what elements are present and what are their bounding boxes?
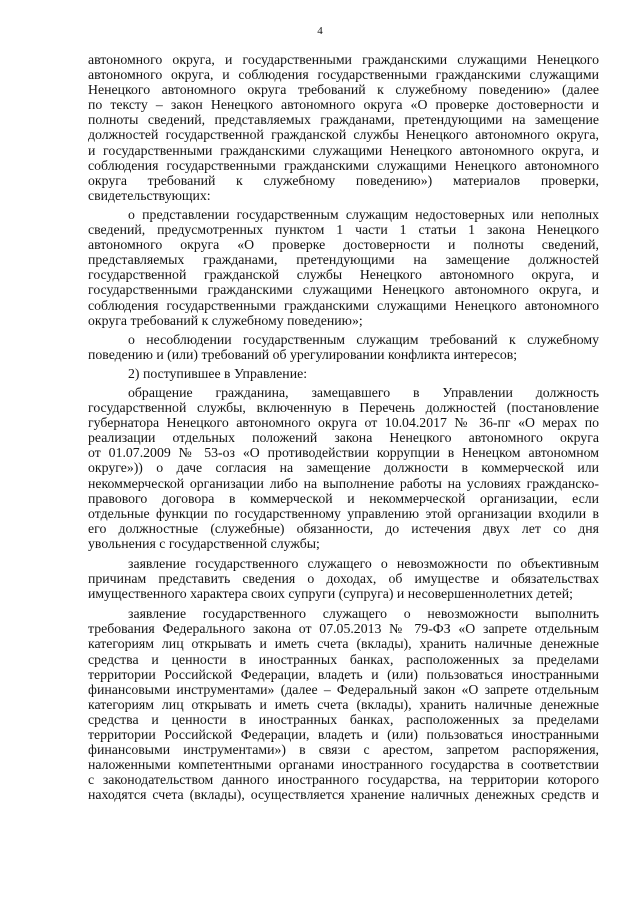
text-line: государственной службы, включенную в Перечень должностей (постановление bbox=[88, 400, 599, 416]
text-line: заявление государственного служащего о невозможности выполнить bbox=[128, 606, 599, 622]
text-line: свидетельствующих: bbox=[88, 187, 211, 203]
text-line: должностей государственной гражданской службы Ненецкого автономного округа, bbox=[88, 127, 599, 143]
paragraph bbox=[88, 366, 599, 381]
text-line: от 01.07.2009 № 53-оз «О противодействии коррупции в Ненецком автономном bbox=[88, 445, 599, 461]
text-line: некоммерческой организации либо на выполнение работы на условиях гражданско- bbox=[88, 475, 599, 491]
text-line: округе»)) о даче согласия на замещение должности в коммерческой или bbox=[88, 460, 599, 476]
paragraph bbox=[88, 385, 599, 551]
text-line: соблюдения государственными гражданскими служащими Ненецкого автономного bbox=[88, 297, 599, 313]
text-line: с законодательством данного иностранного государства, на территории которого bbox=[88, 772, 599, 788]
paragraph bbox=[88, 606, 599, 802]
text-line: округа требований к служебному поведению»; bbox=[88, 312, 363, 328]
text-line: государственными гражданскими служащими Ненецкого автономного округа, и bbox=[88, 282, 599, 298]
text-line: заявление государственного служащего о невозможности по объективным bbox=[128, 556, 599, 571]
text-line: о несоблюдении государственным служащим требований к служебному bbox=[128, 331, 599, 347]
text-line: 2) поступившее в Управление: bbox=[128, 365, 308, 381]
text-line: финансовыми инструментами») в связи с арестом, запретом распоряжения, bbox=[88, 742, 599, 758]
text-line: находятся счета (вклады), осуществляется хранение наличных денежных средств и bbox=[88, 787, 599, 803]
text-line: обращение гражданина, замещавшего в Управлении должность bbox=[128, 384, 599, 400]
text-line: поведению и (или) требований об урегулировании конфликта интересов; bbox=[88, 346, 518, 362]
text-line: автономного округа «О проверке достоверности и полноты сведений, bbox=[88, 237, 599, 253]
text-line: требования Федерального закона от 07.05.2013 № 79-ФЗ «О запрете отдельным bbox=[88, 621, 599, 637]
text-line: автономного округа, и государственными гражданскими служащими Ненецкого bbox=[88, 52, 599, 67]
text-line: территории Российской Федерации, владеть и (или) пользоваться иностранными bbox=[88, 666, 599, 682]
text-line: имущественного характера своих супруги (супруга) и несовершеннолетних детей; bbox=[88, 586, 573, 602]
text-line: категориям лиц открывать и иметь счета (вклады), хранить наличные денежные bbox=[88, 696, 599, 712]
text-line: Ненецкого автономного округа требований к служебному поведению» (далее bbox=[88, 82, 599, 98]
paragraph bbox=[88, 207, 599, 328]
text-line: увольнения с государственной службы; bbox=[88, 535, 320, 551]
text-line: губернатора Ненецкого автономного округа от 10.04.2017 № 36-пг «О мерах по bbox=[88, 415, 599, 431]
text-line: сведений, предусмотренных пунктом 1 части 1 статьи 1 закона Ненецкого bbox=[88, 222, 599, 238]
paragraph bbox=[88, 52, 599, 203]
text-line: средства и ценности в иностранных банках, расположенных за пределами bbox=[88, 711, 599, 727]
text-line: о представлении государственным служащим недостоверных или неполных bbox=[128, 206, 599, 222]
text-line: правового договора в коммерческой и некоммерческой организации, если bbox=[88, 490, 599, 506]
text-line: государственной гражданской службы Ненецкого автономного округа, и bbox=[88, 267, 599, 283]
text-line: его должностные (служебные) обязанности, до истечения двух лет со дня bbox=[88, 520, 599, 536]
text-line: реализации отдельных положений закона Ненецкого автономного округа bbox=[88, 430, 599, 446]
text-line: средства и ценности в иностранных банках, расположенных за пределами bbox=[88, 651, 599, 667]
text-line: округа требований к служебному поведению») материалов проверки, bbox=[88, 172, 599, 188]
text-line: отдельные функции по государственному управлению этой организации входили в bbox=[88, 505, 599, 521]
paragraph bbox=[88, 332, 599, 362]
text-line: территории Российской Федерации, владеть и (или) пользоваться иностранными bbox=[88, 727, 599, 743]
text-line: причинам представить сведения о доходах, об имуществе и обязательствах bbox=[88, 571, 599, 587]
document-body bbox=[88, 52, 599, 803]
text-line: наложенными компетентными органами иностранного государства в соответствии bbox=[88, 757, 599, 773]
page-number: 4 bbox=[317, 25, 323, 37]
paragraph bbox=[88, 556, 599, 601]
text-line: полноты сведений, представляемых гражданами, претендующими на замещение bbox=[88, 112, 599, 128]
text-line: автономного округа, и соблюдения государственными гражданскими служащими bbox=[88, 67, 599, 83]
text-line: и государственными гражданскими служащими Ненецкого автономного округа, и bbox=[88, 142, 599, 158]
text-line: финансовыми инструментами» (далее – Федеральный закон «О запрете отдельным bbox=[88, 681, 599, 697]
text-line: категориям лиц открывать и иметь счета (вклады), хранить наличные денежные bbox=[88, 636, 599, 652]
text-line: представляемых гражданами, претендующими на замещение должностей bbox=[88, 252, 599, 268]
text-line: соблюдения государственными гражданскими служащими Ненецкого автономного bbox=[88, 157, 599, 173]
text-line: по тексту – закон Ненецкого автономного округа «О проверке достоверности и bbox=[88, 97, 599, 113]
